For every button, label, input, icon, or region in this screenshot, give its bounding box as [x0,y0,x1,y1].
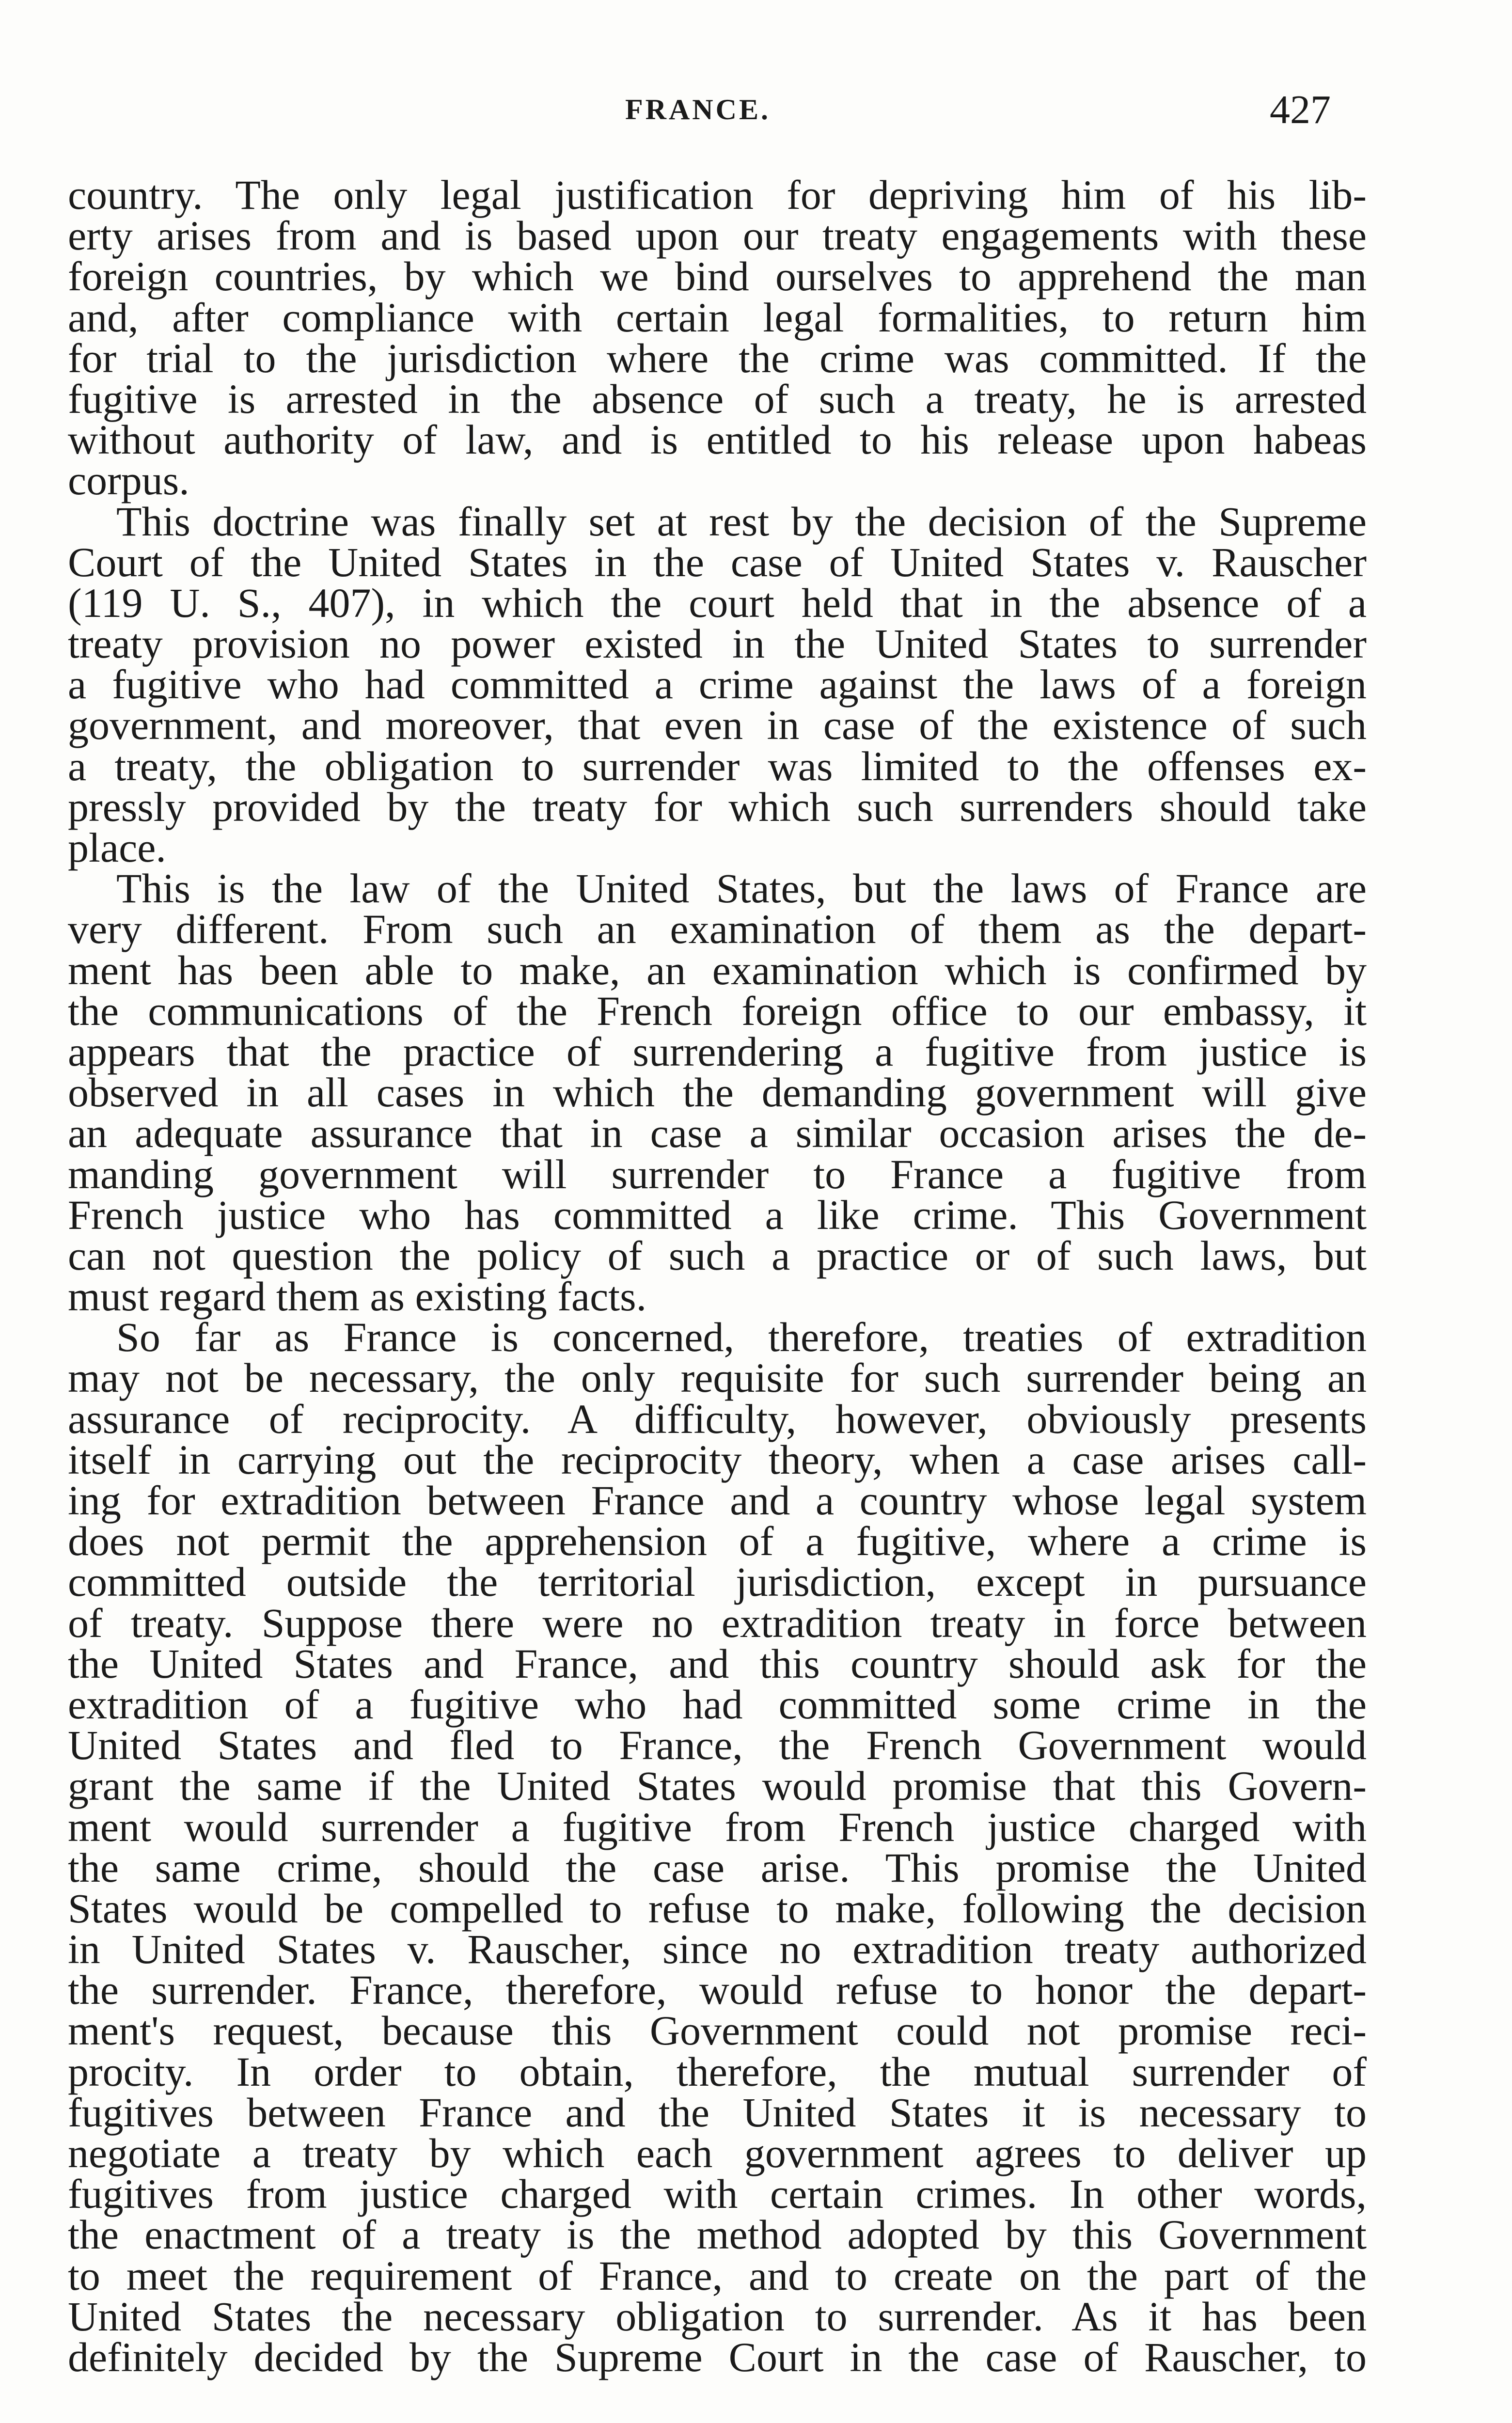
text-line: can not question the policy of such a practice or of such laws, but [68,1232,1367,1279]
text-line: fugitives from justice charged with certain crimes. In other words, [68,2171,1367,2218]
text-line: (119 U. S., 407), in which the court held that in the absence of a [68,579,1367,626]
text-line: ing for extradition between France and a country whose legal system [68,1477,1367,1524]
paragraph-start-line: So far as France is concerned, therefore, treaties of extradition [116,1314,1367,1361]
text-line: the same crime, should the case arise. This promise the United [68,1844,1367,1891]
text-line: an adequate assurance that in case a similar occasion arises the de- [68,1110,1367,1157]
text-line: treaty provision no power existed in the United States to surrender [68,620,1367,667]
text-line: of treaty. Suppose there were no extradition treaty in force between [68,1599,1367,1646]
text-line: ment's request, because this Government could not promise reci- [68,2007,1367,2054]
body-text [68,172,1367,2380]
text-line: may not be necessary, the only requisite for such surrender being an [68,1354,1367,1401]
text-line: without authority of law, and is entitled to his release upon habeas [68,416,1367,463]
text-line: does not permit the apprehension of a fugitive, where a crime is [68,1518,1367,1565]
text-line: United States and fled to France, the French Government would [68,1722,1367,1769]
text-line: country. The only legal justification for depriving him of his lib- [68,172,1367,218]
text-line: a fugitive who had committed a crime against the laws of a foreign [68,661,1367,708]
text-line: committed outside the territorial jurisdiction, except in pursuance [68,1558,1367,1605]
text-line: assurance of reciprocity. A difficulty, however, obviously presents [68,1395,1367,1442]
text-line: must regard them as existing facts. [68,1273,647,1320]
text-line: negotiate a treaty by which each government agrees to deliver up [68,2130,1367,2176]
running-title: FRANCE. [625,94,771,126]
text-line: the United States and France, and this country should ask for the [68,1640,1367,1687]
text-line: for trial to the jurisdiction where the crime was committed. If the [68,334,1367,381]
text-line: observed in all cases in which the demanding government will give [68,1069,1367,1116]
text-line: definitely decided by the Supreme Court in the case of Rauscher, to [68,2333,1367,2380]
text-line: manding government will surrender to France a fugitive from [68,1150,1367,1197]
text-line: pressly provided by the treaty for which such surrenders should take [68,783,1367,830]
text-line: ment would surrender a fugitive from French justice charged with [68,1803,1367,1850]
text-line: appears that the practice of surrendering a fugitive from justice is [68,1028,1367,1075]
text-line: place. [68,824,166,871]
text-line: erty arises from and is based upon our treaty engagements with these [68,212,1367,259]
text-line: and, after compliance with certain legal formalities, to return him [68,294,1367,341]
text-line: itself in carrying out the reciprocity theory, when a case arises call- [68,1436,1367,1483]
text-line: in United States v. Rauscher, since no extradition treaty authorized [68,1926,1367,1973]
text-line: very different. From such an examination of them as the depart- [68,906,1367,953]
text-line: corpus. [68,457,189,504]
text-line: the communications of the French foreign office to our embassy, it [68,987,1367,1034]
text-line: fugitives between France and the United States it is necessary to [68,2089,1367,2136]
text-line: the enactment of a treaty is the method adopted by this Government [68,2211,1367,2258]
text-line: grant the same if the United States would promise that this Govern- [68,1762,1367,1809]
text-line: the surrender. France, therefore, would refuse to honor the depart- [68,1967,1367,2014]
text-line: foreign countries, by which we bind ourselves to apprehend the man [68,253,1367,300]
text-line: extradition of a fugitive who had committed some crime in the [68,1681,1367,1728]
text-line: States would be compelled to refuse to make, following the decision [68,1885,1367,1932]
paragraph-start-line: This is the law of the United States, but the laws of France are [116,865,1367,912]
text-line: procity. In order to obtain, therefore, the mutual surrender of [68,2048,1367,2095]
page-number: 427 [1270,87,1331,132]
text-line: fugitive is arrested in the absence of such a treaty, he is arrested [68,375,1367,422]
text-line: United States the necessary obligation to surrender. As it has been [68,2293,1367,2340]
text-line: ment has been able to make, an examination which is confirmed by [68,946,1367,993]
paragraph-start-line: This doctrine was finally set at rest by the decision of the Supreme [116,498,1367,545]
text-line: to meet the requirement of France, and to create on the part of the [68,2252,1367,2299]
text-line: French justice who has committed a like crime. This Government [68,1191,1367,1238]
text-line: Court of the United States in the case of United States v. Rauscher [68,538,1367,585]
running-head [0,86,1512,140]
text-line: a treaty, the obligation to surrender was limited to the offenses ex- [68,742,1367,789]
text-line: government, and moreover, that even in case of the existence of such [68,702,1367,749]
